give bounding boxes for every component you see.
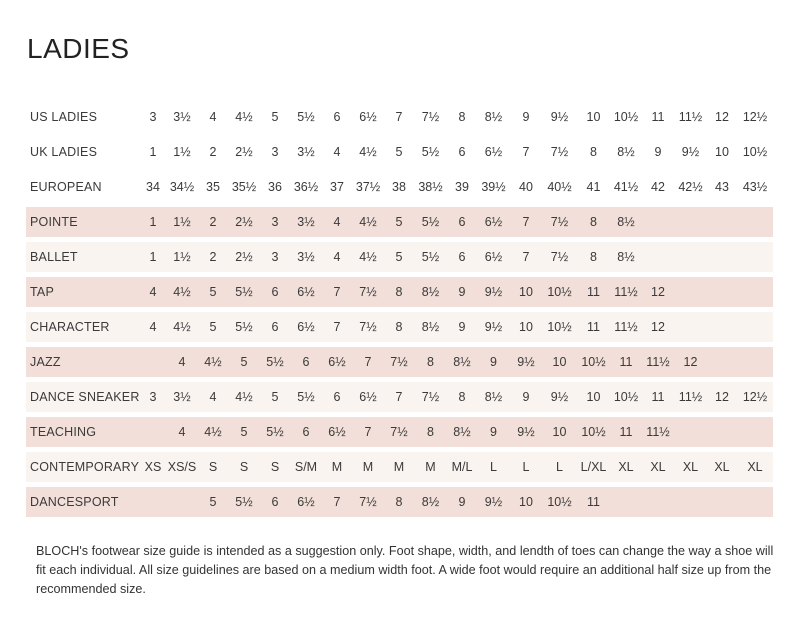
row-label: CHARACTER [26,312,140,342]
size-cell: 7½ [352,277,384,307]
size-cell: 4½ [352,242,384,272]
size-cell: 11 [577,277,610,307]
size-cell [707,312,737,342]
size-cell: 8 [414,417,447,447]
size-cell: 6½ [477,242,510,272]
size-cell: 37 [330,180,344,194]
size-cell: 7 [322,487,352,517]
size-cell: 7½ [421,110,440,124]
size-cell: 5 [198,487,228,517]
size-cell: 8 [447,382,477,412]
size-cell: 6½ [290,487,322,517]
size-cell: 7 [322,277,352,307]
size-cell: XL [642,452,674,482]
size-cell: 7 [384,382,414,412]
size-cell: 1½ [166,207,198,237]
size-cell: 4 [333,145,341,159]
size-cell: 6 [333,110,341,124]
size-cell [707,347,737,377]
size-cell: 8 [384,487,414,517]
size-cell: 8½ [414,487,447,517]
size-cell: 8 [458,110,466,124]
size-cell: L [542,452,577,482]
size-cell: 11 [651,110,665,124]
size-cell: 10 [586,110,601,124]
size-cell: 9 [654,145,662,159]
size-cell: 7 [510,207,542,237]
size-cell: 11 [577,312,610,342]
size-cell: 8½ [610,242,642,272]
size-cell: 10 [577,382,610,412]
size-cell [707,487,737,517]
size-cell: 9 [510,382,542,412]
size-cell: 6 [260,277,290,307]
size-cell: 7½ [414,382,447,412]
size-cell: 5 [228,347,260,377]
size-cell: S [198,452,228,482]
size-cell: S [260,452,290,482]
size-cell: 4½ [166,277,198,307]
size-cell [737,277,773,307]
size-cell: 7½ [352,312,384,342]
size-cell: 12 [715,110,729,124]
size-cell: 1½ [166,242,198,272]
size-cell: 12 [674,347,707,377]
size-cell: 4½ [228,382,260,412]
size-cell: 6 [447,242,477,272]
size-cell: 7 [322,312,352,342]
size-cell: 3 [260,207,290,237]
size-cell: 4 [322,242,352,272]
size-cell: 6½ [359,110,377,124]
page-title: LADIES [27,33,130,64]
size-cell: 10½ [577,347,610,377]
size-cell: 9½ [542,382,577,412]
size-cell: 3½ [166,382,198,412]
table-row [26,347,773,377]
size-cell: 5 [384,207,414,237]
size-cell: 11½ [642,417,674,447]
size-cell: 8½ [414,277,447,307]
size-cell [737,417,773,447]
size-cell: 6½ [322,347,352,377]
size-cell: 7½ [384,347,414,377]
size-cell: 4½ [198,347,228,377]
size-cell: 6 [447,207,477,237]
size-cell: 7½ [384,417,414,447]
size-cell: 4 [209,110,217,124]
size-cell: 8½ [610,207,642,237]
size-cell: 5 [384,242,414,272]
size-cell: 7½ [550,145,569,159]
size-cell: 4½ [359,145,377,159]
size-cell: XL [674,452,707,482]
size-cell: 12½ [737,382,773,412]
row-label: TEACHING [26,417,140,447]
table-row [26,102,773,132]
size-cell: 6 [322,382,352,412]
size-cell: 4 [140,277,166,307]
size-cell: M [384,452,414,482]
size-cell: 42 [651,180,665,194]
size-cell: 12 [642,277,674,307]
size-cell: 6 [458,145,466,159]
size-cell: 9½ [477,487,510,517]
size-cell: 11½ [674,382,707,412]
size-cell [674,207,707,237]
size-cell: 5 [271,110,279,124]
size-cell: 11½ [610,312,642,342]
size-cell: 3½ [290,207,322,237]
size-cell: 2½ [228,242,260,272]
size-cell: L/XL [577,452,610,482]
size-cell [140,417,166,447]
size-cell: 10½ [613,110,639,124]
size-cell: 7 [395,110,403,124]
size-cell [737,347,773,377]
size-cell: 10½ [542,487,577,517]
size-cell [674,312,707,342]
size-cell: XL [737,452,773,482]
size-cell: 5 [198,312,228,342]
table-row [26,417,773,447]
size-cell: 6½ [477,207,510,237]
size-cell: 36½ [293,180,319,194]
size-cell: 41½ [613,180,639,194]
size-cell: 10 [510,312,542,342]
size-cell: 1½ [173,145,191,159]
size-cell: 10 [510,277,542,307]
size-cell: 5½ [290,382,322,412]
size-cell: 10 [715,145,729,159]
size-cell: 8½ [484,110,503,124]
size-cell [642,242,674,272]
size-cell: 1 [149,145,157,159]
size-cell: 11½ [678,110,703,124]
size-cell: 4 [166,347,198,377]
size-cell: 9½ [477,277,510,307]
size-cell: 7 [352,417,384,447]
size-cell: 6½ [322,417,352,447]
size-cell: 8 [414,347,447,377]
size-cell: 4½ [166,312,198,342]
size-cell: 3½ [297,145,315,159]
size-cell [166,487,198,517]
size-cell: 34 [146,180,160,194]
size-cell: M [322,452,352,482]
size-cell: 2 [198,207,228,237]
size-cell: 5 [198,277,228,307]
size-cell: 39 [455,180,469,194]
size-cell: XL [707,452,737,482]
size-cell: 3 [271,145,279,159]
size-cell: 8½ [617,145,635,159]
size-cell: S/M [290,452,322,482]
size-cell: 3 [140,382,166,412]
size-cell [674,277,707,307]
size-cell: 6 [290,417,322,447]
size-cell: 6½ [484,145,503,159]
size-cell: 10½ [542,312,577,342]
size-cell [737,207,773,237]
size-cell: 12½ [742,110,768,124]
size-cell: 4 [322,207,352,237]
size-chart-body [26,102,773,517]
size-cell: 9 [447,487,477,517]
size-cell: 10 [510,487,542,517]
size-cell: 9½ [681,145,700,159]
size-cell: 38 [392,180,406,194]
size-cell: 4½ [198,417,228,447]
size-cell [642,207,674,237]
size-cell: 8½ [447,417,477,447]
size-cell: 9½ [510,417,542,447]
size-cell: 5½ [228,312,260,342]
size-cell: L [510,452,542,482]
size-cell [707,207,737,237]
size-cell: 6½ [352,382,384,412]
row-label: DANCE SNEAKER [26,382,140,412]
table-row [26,242,773,272]
size-cell: S [228,452,260,482]
size-cell: 11 [610,417,642,447]
size-cell: 7½ [352,487,384,517]
size-cell: 8½ [447,347,477,377]
size-cell: 35½ [231,180,257,194]
table-row [26,452,773,482]
row-label: EUROPEAN [30,180,102,194]
size-cell: 3 [149,110,157,124]
size-cell [737,312,773,342]
size-cell: 8½ [414,312,447,342]
size-cell [674,417,707,447]
size-cell [610,487,642,517]
size-cell: 9 [477,347,510,377]
size-cell: XS [140,452,166,482]
size-cell: 4 [166,417,198,447]
size-cell: 8 [384,312,414,342]
size-cell [707,277,737,307]
size-cell: M [352,452,384,482]
row-label: CONTEMPORARY [26,452,140,482]
size-cell: 37½ [355,180,381,194]
size-cell: 43 [715,180,729,194]
size-cell: M/L [447,452,477,482]
size-cell [642,487,674,517]
size-chart-table [26,97,773,522]
size-cell: 10½ [577,417,610,447]
size-cell: 5 [395,145,403,159]
size-cell: 10½ [610,382,642,412]
size-cell: 12 [707,382,737,412]
size-cell: 8 [384,277,414,307]
size-cell: 2½ [228,207,260,237]
size-cell: 10 [542,347,577,377]
table-row [26,382,773,412]
size-cell: 5 [228,417,260,447]
size-cell: 2 [198,242,228,272]
table-row [26,207,773,237]
size-cell: 6 [290,347,322,377]
size-cell: 5½ [414,242,447,272]
size-cell: 7 [522,145,530,159]
size-cell: 9 [522,110,530,124]
size-cell [140,487,166,517]
size-cell: 12 [642,312,674,342]
size-cell: 4½ [352,207,384,237]
size-cell: 41 [586,180,601,194]
size-cell: 8 [577,207,610,237]
size-cell: 5½ [297,110,315,124]
size-cell: 4½ [235,110,253,124]
size-cell: 5½ [228,487,260,517]
size-cell: 11½ [610,277,642,307]
size-cell: XS/S [166,452,198,482]
size-cell: 11 [642,382,674,412]
row-label: BALLET [26,242,140,272]
size-cell: 39½ [481,180,506,194]
size-cell [737,487,773,517]
size-cell: 9½ [510,347,542,377]
size-cell: 35 [206,180,220,194]
size-cell: 3½ [173,110,191,124]
row-label: TAP [26,277,140,307]
size-cell: 11 [610,347,642,377]
table-row [26,172,773,202]
size-cell: 43½ [742,180,768,194]
size-cell: 7 [510,242,542,272]
size-cell: 2 [209,145,217,159]
size-cell: 34½ [169,180,195,194]
size-cell [737,242,773,272]
size-cell [140,347,166,377]
size-cell [707,417,737,447]
size-cell: 5 [260,382,290,412]
size-cell: XL [610,452,642,482]
size-cell: 10½ [542,277,577,307]
table-row [26,312,773,342]
size-cell: 6 [260,487,290,517]
size-cell: 2½ [235,145,253,159]
table-row [26,277,773,307]
size-cell: 7½ [542,207,577,237]
size-cell: 9½ [550,110,569,124]
size-cell: L [477,452,510,482]
size-cell: 3 [260,242,290,272]
size-cell: 1 [140,207,166,237]
size-cell: 9 [447,277,477,307]
size-cell: 40 [519,180,533,194]
size-cell: 6 [260,312,290,342]
size-cell: 4 [198,382,228,412]
size-cell [674,242,707,272]
size-cell: 5½ [421,145,440,159]
row-label: POINTE [26,207,140,237]
size-cell: 9 [447,312,477,342]
size-guide-note: BLOCH's footwear size guide is intended as a suggestion only. Foot shape, width, and lendth of toes can change the way a shoe will fit each individual. All size guidelines are based on a medium width foot. A wide foot would require an additional half size up from the recommended size. [36,544,774,596]
size-cell: 7 [352,347,384,377]
row-label: JAZZ [26,347,140,377]
size-cell: 40½ [547,180,572,194]
size-cell: 8 [590,145,597,159]
size-cell: 5½ [228,277,260,307]
size-cell: 6½ [290,277,322,307]
size-cell: 1 [140,242,166,272]
size-cell: 7½ [542,242,577,272]
size-cell: 5½ [414,207,447,237]
table-row [26,137,773,167]
size-cell: 9 [477,417,510,447]
size-cell: 11 [577,487,610,517]
size-cell: 36 [268,180,282,194]
size-cell: 8 [577,242,610,272]
size-cell: 8½ [477,382,510,412]
table-row [26,487,773,517]
size-cell: 3½ [290,242,322,272]
size-cell: 42½ [678,180,703,194]
size-cell [707,242,737,272]
size-cell: 6½ [290,312,322,342]
size-cell: 10 [542,417,577,447]
row-label: DANCESPORT [26,487,140,517]
size-cell: 38½ [418,180,443,194]
size-cell [674,487,707,517]
size-cell: 5½ [260,347,290,377]
size-cell: 11½ [642,347,674,377]
size-cell: 9½ [477,312,510,342]
size-cell: 4 [140,312,166,342]
size-cell: M [414,452,447,482]
row-label: US LADIES [30,110,98,124]
size-cell: 5½ [260,417,290,447]
size-cell: 10½ [742,145,768,159]
row-label: UK LADIES [30,145,98,159]
